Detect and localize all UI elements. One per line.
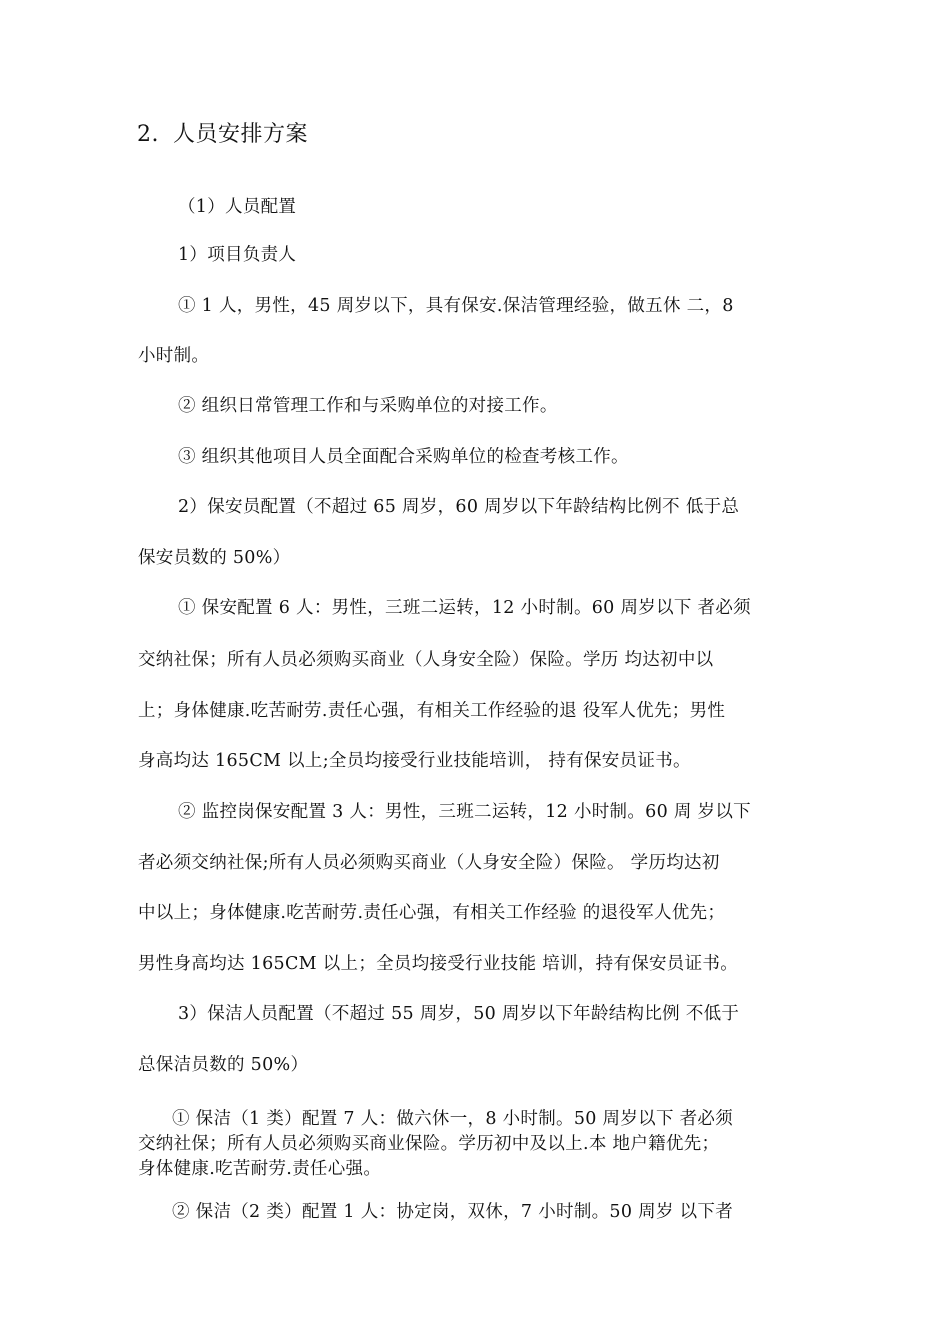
paragraph-line: 身高均达 165CM 以上;全员均接受行业技能培训， 持有保安员证书。	[138, 751, 691, 771]
paragraph-line: 身体健康.吃苦耐劳.责任心强。	[138, 1159, 382, 1179]
subsection-title: （1）人员配置	[178, 197, 297, 217]
item-title-project-leader: 1）项目负责人	[178, 245, 297, 265]
paragraph-line: 上；身体健康.吃苦耐劳.责任心强，有相关工作经验的退 役军人优先；男性	[138, 701, 726, 721]
paragraph-line: 中以上；身体健康.吃苦耐劳.责任心强，有相关工作经验 的退役军人优先；	[138, 903, 726, 923]
paragraph-line: ① 保洁（1 类）配置 7 人：做六休一，8 小时制。50 周岁以下 者必须	[172, 1109, 734, 1129]
paragraph-line: 交纳社保；所有人员必须购买商业保险。学历初中及以上.本 地户籍优先；	[138, 1134, 720, 1154]
paragraph-line: 总保洁员数的 50%）	[138, 1055, 309, 1075]
paragraph-line: ② 组织日常管理工作和与采购单位的对接工作。	[178, 396, 558, 416]
paragraph-line: ③ 组织其他项目人员全面配合采购单位的检查考核工作。	[178, 447, 629, 467]
item-title-security: 2）保安员配置（不超过 65 周岁，60 周岁以下年龄结构比例不 低于总	[178, 497, 740, 517]
paragraph-line: 男性身高均达 165CM 以上；全员均接受行业技能 培训，持有保安员证书。	[138, 954, 738, 974]
paragraph-line: 保安员数的 50%）	[138, 548, 291, 568]
paragraph-line: 小时制。	[138, 346, 210, 366]
paragraph-line: ② 监控岗保安配置 3 人：男性，三班二运转，12 小时制。60 周 岁以下	[178, 802, 751, 822]
item-title-cleaning: 3）保洁人员配置（不超过 55 周岁，50 周岁以下年龄结构比例 不低于	[178, 1004, 740, 1024]
section-title: 人员安排方案	[173, 122, 309, 147]
paragraph-line: 者必须交纳社保;所有人员必须购买商业（人身安全险）保险。 学历均达初	[138, 853, 720, 873]
paragraph-line: ① 1 人，男性，45 周岁以下，具有保安.保洁管理经验，做五休 二，8	[178, 296, 734, 316]
paragraph-line: ② 保洁（2 类）配置 1 人：协定岗，双休，7 小时制。50 周岁 以下者	[172, 1202, 734, 1222]
section-heading	[137, 124, 308, 146]
paragraph-line: ① 保安配置 6 人：男性，三班二运转，12 小时制。60 周岁以下 者必须	[178, 598, 751, 618]
paragraph-line: 交纳社保；所有人员必须购买商业（人身安全险）保险。学历 均达初中以	[138, 650, 714, 670]
section-number: 2.	[137, 122, 159, 147]
